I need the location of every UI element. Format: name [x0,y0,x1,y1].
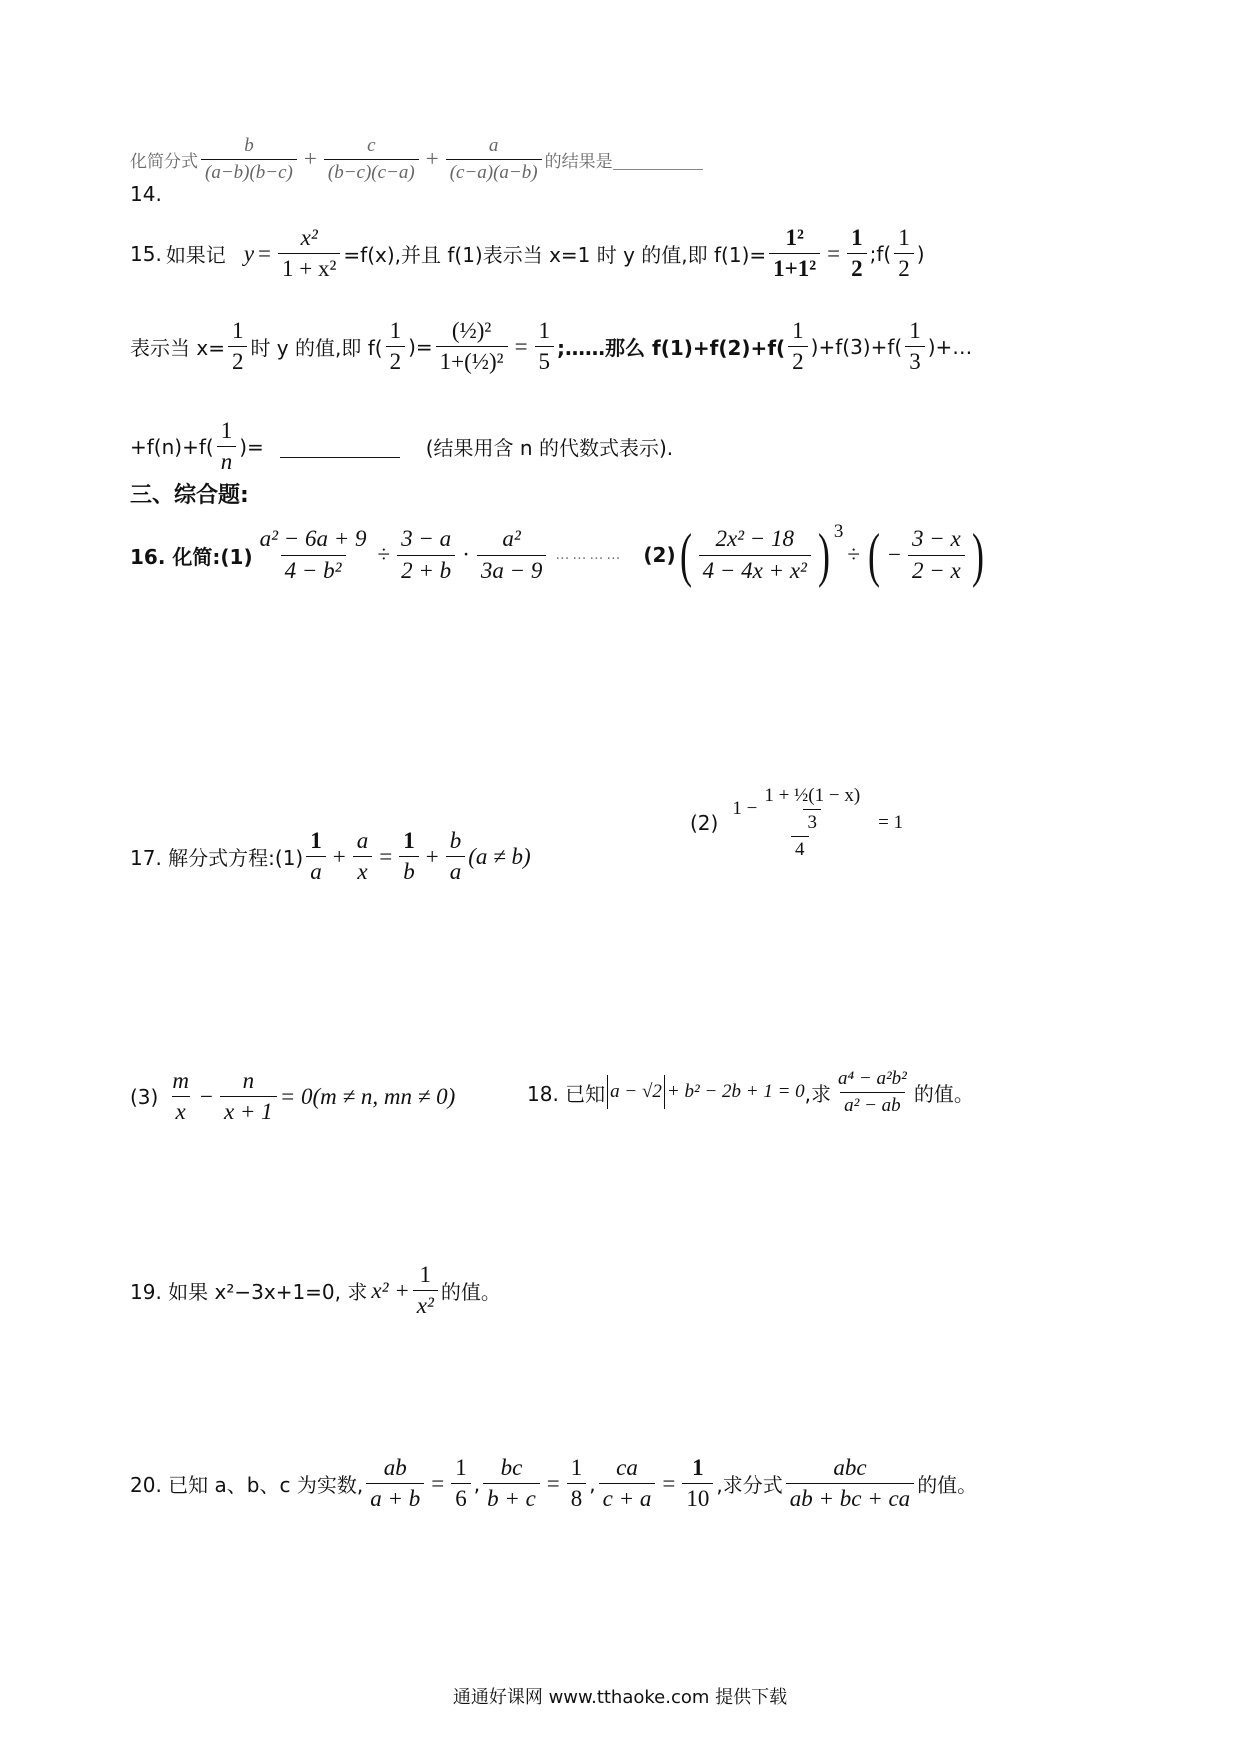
q20-target-fraction: $\frac{\text{abc}}{ab + bc + ca}$ [786,1455,914,1513]
q16-part1-frac3: $\frac{\text{a²}}{3a - 9}$ [477,526,547,584]
q16-part1-frac2: $\frac{3 - a}{2 + b}$ [397,526,455,584]
q15-line3-b: )= [239,434,264,459]
q15-line2-half3: $\frac{1}{2}$ [788,318,808,376]
q18-abs-inner: a − √2 [610,1081,662,1103]
q15-line2-half2: $\frac{1}{2}$ [386,318,406,376]
q15-line2-half1: $\frac{1}{2}$ [228,318,248,376]
q17-3-rest: = 0(m ≠ n, mn ≠ 0) [279,1083,456,1109]
q19-expr: x² + [371,1277,410,1303]
q15-text3: ) [916,241,925,266]
q15-def-fraction: $\frac{\text{x²}}{\text{1 + x²}}$ [278,225,340,283]
q14-answer-blank [613,149,703,170]
q18-label: 18. 已知 [527,1081,606,1106]
q14-number: 14. [130,182,162,206]
q20-tail: 的值。 [917,1473,978,1498]
q17-one-minus: 1 − [732,798,758,820]
q18-tail: 的值。 [913,1081,974,1106]
q17-part3: (3) $\frac{m}{x}$ − $\frac{n}{x + 1}$ = 0(m ≠ n, mn ≠ 0) [130,1068,456,1125]
q16-problem: 16. 化简:(1) $\frac{\text{a² − 6a + 9}}{\text{4 − b²}}$ ÷ $\frac{3 - a}{2 + b}$ · $\frac{\text{a²}}{3a - 9}$ ………… (2) ( $\frac{\text{2x² − 18}}{\text{4 − 4x + x²}}$ ) 3 ÷ ( − $\frac{3 - x}{2 - x}$ ) [130,521,984,588]
q15-f-half-fraction: $\frac{\text{(½)²}}{\text{1+(½)²}}$ [436,318,508,376]
q20-ratio2-value: $\frac{1}{8}$ [567,1455,587,1513]
q20-ratio1-value: $\frac{1}{6}$ [451,1455,471,1513]
section3-title: 三、综合题: [130,483,249,508]
q17-part1: 17. 解分式方程:(1) $\frac{1}{a}$ + $\frac{a}{x}$ = $\frac{1}{b}$ + $\frac{b}{a}$ (a ≠ b) [130,828,531,885]
page-footer: 通通好课网 www.tthaoke.com 提供下载 [452,1687,788,1708]
q14-plus1: + [303,146,317,172]
q20-label: 20. 已知 a、b、c 为实数, [130,1473,364,1498]
q20-ratio2: $\frac{bc}{b + c}$ [483,1455,540,1513]
q15-line1: 15. 如果记 y = $\frac{\text{x²}}{\text{1 + x²}}$ =f(x),并且 f(1)表示当 x=1 时 y 的值,即 f(1)= $\frac{\text{1²}}{\text{1+1²}}$ = $\frac{1}{2}$ ;f( $\frac{1}{2}$ ) [130,225,925,282]
q15-line2-c: )= [408,334,433,359]
q16-div2: ÷ [847,542,861,567]
q20-ratio1: $\frac{ab}{a + b}$ [366,1455,424,1513]
q19-fraction: $\frac{1}{\text{x²}}$ [413,1262,438,1320]
q19-problem [130,1262,501,1320]
q15-line2-f: )+… [927,334,973,359]
q15-line3-c: (结果用含 n 的代数式表示). [425,436,674,461]
q15-line3-a: +f(n)+f( [130,434,214,459]
q15-line2-d: ;……那么 f(1)+f(2)+f( [557,336,786,361]
q15-line2-third: $\frac{1}{3}$ [905,318,925,376]
q16-label2: (2) [643,543,676,567]
q17-eq: = 1 [878,811,904,833]
q15-line2-b: 时 y 的值,即 f( [250,336,383,361]
q17-label: 17. 解分式方程:(1) [130,846,304,871]
q15-line2-e: )+f(3)+f( [810,334,903,359]
q14-term1: $\frac{b}{(a-b)(b-c)}$ [201,135,297,184]
q14-prefix: 化简分式 [130,151,198,172]
q17-inner-frac: $\frac{\text{1 + ½(1 − x)}}{3}$ [764,785,861,833]
q15-eq: = [258,240,272,266]
q15-line2-a: 表示当 x= [130,336,225,361]
q16-dots: ………… [555,547,624,563]
q14-term3: $\frac{a}{(c-a)(a-b)}$ [446,135,542,184]
q16-part2-frac1: $\frac{\text{2x² − 18}}{\text{4 − 4x + x²}}$ [699,526,811,584]
q17-3-label: (3) [130,1084,159,1109]
q17-frac2: $\frac{a}{x}$ [353,828,373,886]
q20-ratio3-value: $\frac{1}{10}$ [682,1455,713,1513]
q15-line3-frac: $\frac{1}{n}$ [217,418,237,476]
q15-f-half-result: $\frac{1}{5}$ [535,318,555,376]
q16-minus: − [888,542,902,567]
q15-line3 [130,418,673,476]
q16-label: 16. 化简:(1) [130,544,253,569]
q14-suffix: 的结果是 [544,151,613,172]
q17-frac3: $\frac{1}{b}$ [399,828,419,886]
q19-label: 19. 如果 x²−3x+1=0, 求 [130,1280,368,1305]
q18-ask: ,求 [804,1081,832,1106]
q15-text1: =f(x),并且 f(1)表示当 x=1 时 y 的值,即 f(1)= [343,243,767,268]
q14-term2: $\frac{c}{(b-c)(c-a)}$ [324,135,419,184]
q18-rest: + b² − 2b + 1 = 0 [666,1081,805,1103]
q18-problem [527,1068,974,1117]
q14-problem [130,135,703,184]
q15-f1-fraction: $\frac{\text{1²}}{\text{1+1²}}$ [769,225,820,283]
q17-frac4: $\frac{b}{a}$ [446,828,466,886]
q15-text2: ;f( [869,241,892,266]
q16-part1-frac1: $\frac{\text{a² − 6a + 9}}{\text{4 − b²}}$ [259,526,367,583]
q17-3-frac1: $\frac{m}{x}$ [172,1068,189,1125]
q17-label2: (2) [690,810,719,835]
q15-line2: 表示当 x= $\frac{1}{2}$ 时 y 的值,即 f( $\frac{1}{2}$ )= $\frac{\text{(½)²}}{\text{1+(½)²}}$ = $\frac{1}{5}$ ;……那么 f(1)+f(2)+f( $\frac{1}{2}$ )+f(3)+f( $\frac{1}{3}$ )+… [130,318,973,375]
q16-dot: · [462,542,470,567]
q17-cond: (a ≠ b) [468,843,531,869]
q15-f1-result: $\frac{1}{2}$ [847,225,867,283]
q15-half-fraction: $\frac{1}{2}$ [894,225,914,283]
q18-fraction: $\frac{\text{a⁴ − a²b²}}{\text{a² − ab}}$ [838,1068,907,1116]
q16-exp: 3 [833,521,844,542]
q15-y: y [243,240,255,266]
q20-ratio3: $\frac{ca}{c + a}$ [599,1455,656,1513]
q17-frac1: $\frac{1}{a}$ [306,828,326,886]
q20-problem: 20. 已知 a、b、c 为实数, $\frac{ab}{a + b}$ = $\frac{1}{6}$ , $\frac{bc}{b + c}$ = $\frac{1}{8}$ , $\frac{ca}{c + a}$ = $\frac{1}{10}$ ,求分式 $\frac{\text{abc}}{ab + bc + ca}$ 的值。 [130,1455,978,1512]
q15-number: 15. [130,241,162,266]
q19-tail: 的值。 [440,1280,501,1305]
q16-part2-frac2: $\frac{3 - x}{2 - x}$ [908,526,965,584]
q20-ask: ,求分式 [716,1473,783,1498]
q16-div: ÷ [377,542,391,567]
q15-lead: 如果记 [165,243,226,268]
q17-3-frac2: $\frac{n}{x + 1}$ [220,1068,277,1126]
q15-answer-blank [280,435,400,458]
q14-plus2: + [425,146,439,172]
q17-part2 [690,785,903,861]
q17-outer-frac: 1 − $\frac{\text{1 + ½(1 − x)}}{3}$ 4 [728,785,871,861]
